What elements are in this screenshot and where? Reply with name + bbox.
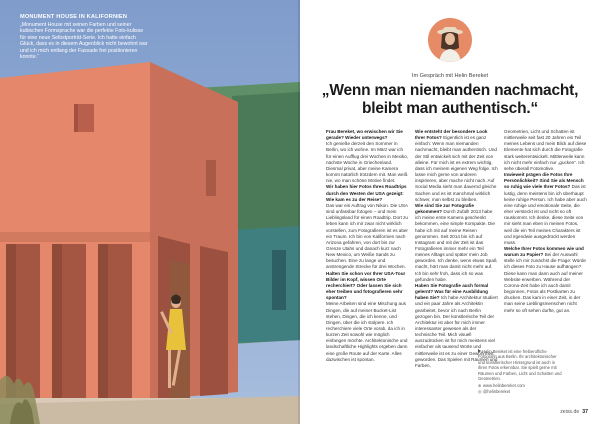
website-link[interactable]: www.helinbereket.com	[483, 383, 525, 389]
headline-line-2: bleibt man authentisch.“	[361, 100, 539, 117]
question: Welche Ihrer Fotos kommen wie und warum zu Papier?	[504, 245, 584, 258]
column-3	[504, 129, 587, 314]
author-bio	[478, 349, 562, 394]
answer: Meine Arbeiten sind eine Mischung aus Dingen, die auf meiner Bucket-List stehen, Dingen, die ich kenne, und Dingen, über die ich stolpere. Ich recherchiere viele Orte vorab, da ich in kurzen Zeit sowohl wie möglich einfangen möchte. Architektonische und landschaftliche Highlights ergeben dann eine große Route auf der Karte. Alles dazwischen ist spontan.	[326, 301, 408, 362]
photo-caption	[20, 14, 150, 60]
question: Wie sind Sie zur Fotografie gekommen?	[415, 202, 474, 215]
photo-caption-text: „Monument House mit seinen Farben und seiner kubischen Formsprache war die perfekte Foto-kulisse für eine neue Selbstporträt-Serie. Ich hatte einfach Glück, dass es in diesem Augenblick nicht bewohnt war und ich mich entlang der Fassade frei positionieren konnte.“	[20, 22, 148, 61]
question: Wir haben hier Fotos Ihres Roadtrips durch den Westen der USA gezeigt: Wie kam es zu der Reise?	[326, 184, 407, 202]
answer: Eigentlich ist es ganz einfach: Wenn man niemanden nachmacht, bleibt man authentisch. Und der Stil entwickelt sich mit der Zeit von alleine. Für mich ist es extrem wichtig, dass ich meinem eigenen Weg folge. Ich lasse mich gerne von anderen inspirieren, aber mache nicht nach. Auf Social Media sieht man dauernd gleiche Sachen und es ist manchmal wirklich schwer, man selbst zu bleiben.	[415, 135, 498, 202]
answer: Bei der Auswahl stelle ich mir zunächst die Frage: Würde ich dieses Foto zu Hause aufhängen? Diese kann man dann auch auf meiner Website erwerben. Während der Corona-Zeit habe ich auch damit begonnen, Fotos als Postkarten zu drucken. Das kam in einer Zeit, in der man seine Lieblingsmenschen nicht mehr so oft sehen durfte, gut an.	[504, 252, 586, 313]
answer: Durch Zufall! 2013 habe ich meine erste Kamera geschenkt bekommen, eine simple Kompakte. Die habe ich mit auf meine Reisen genommen. Seit 2014 bin ich auf Instagram und mit der Zeit ist das Fotografieren immer mehr ein Teil meines Alltags und später mein Job geworden. Ich denke, wenn etwas Spaß macht, hört man damit nicht mehr auf. Ich bin sehr froh, dass ich so was gefunden habe.	[415, 209, 497, 282]
camera-icon: ◎	[478, 388, 482, 394]
bio-text: Helin Bereket ist eine freiberufliche Fotografin aus Berlin. Ihr architektonischer und künstlerischer Hintergrund ist auch in ihren Fotos erkennbar. Sie spielt gerne mit Räumen und Farben, Licht und Schatten und Geometrien.	[478, 349, 562, 382]
page-folio	[560, 409, 588, 415]
question: Frau Bereket, wo erwischen wir Sie gerade? Wieder unterwegs?	[326, 129, 403, 141]
page-number: 37	[582, 409, 588, 415]
bullet-arrow-icon	[478, 349, 481, 353]
interview-kicker: Im Gespräch mit Helin Bereket	[411, 73, 489, 79]
question: Wie entsteht der besondere Look Ihrer Fotos?	[415, 129, 488, 141]
answer: Ich habe Architektur studiert und ein paar Jahre als Architektin gearbeitet, bevor ich nach Berlin gezogen bin. Der künstlerische Teil der Architektur ist aber für mich immer interessanter gewesen als der technische Teil. Mich visuell auszudrücken ist für mich meistens viel einfacher als tausend Worte und mittlerweile ist es zu einer Gewohnheit geworden. Das Spielen mit Räumen und Farben,	[415, 295, 498, 368]
headline-line-1: „Wenn man niemanden nachmacht,	[321, 82, 579, 99]
column-1	[326, 129, 409, 363]
headline	[320, 82, 580, 118]
instagram-link[interactable]: @helinbereket	[483, 388, 511, 394]
question: Halten Sie schon vor Ihrer USA-Tour Bilder im Kopf, wissen Orte recherchiert? Oder lassen Sie sich eher treiben und fotografieren sehr spontan?	[326, 270, 406, 301]
question: Inwieweit prägen die Fotos Ihre Persönlichkeit? Sind Sie als Mensch so ruhig wie viele Ihrer Fotos?	[504, 172, 584, 190]
answer: Das ist lustig, denn meistens bin ich überhaupt keine ruhige Person. Ich habe aber auch eine ruhige und emotionale Seite, die eher versteckt ist und nicht so oft rauskommt. Ich denke, diese Seite von mir sieht man eben in meinen Fotos, weil die ein Teil meines Charakters ist und irgendwie ausgedrückt werden muss.	[504, 184, 587, 245]
avatar	[428, 18, 472, 62]
globe-icon: ⊕	[478, 383, 482, 389]
magazine-url: zeiss.de	[560, 409, 580, 415]
answer: Das war ein Auftrag von Nikon. Die USA sind unfassbar fotogen – und mein Lieblingsland für einen Roadtrip. Dort zu leben kann ich mir zwar nicht wirklich vorstellen, zum Fotografieren ist es aber ein Traum. Ich bin von Kalifornien nach Arizona gefahren, von dort bis zur Grenze Utahs und danach kurz nach New Mexico, um Weiße Sands zu besuchen. Eine zu lange und anstrengende Strecke für drei Wochen.	[326, 202, 408, 270]
question: Haben Sie Fotografie auch formal gelernt? Was für eine Ausbildung haben Sie?	[415, 282, 489, 301]
answer: Ich genieße derzeit den Sommer in Berlin, wo ich wohne. Im März war ich für einen Aufflug drei Wochen in Mexiko, nächste Woche in Griechenland. Diesmal privat, aber meine Kamera kommt natürlich trotzdem mit. Man weiß nie, wo man schöne Motive findet.	[326, 141, 409, 184]
interview-page	[300, 0, 600, 424]
photo-caption-title: MONUMENT HOUSE IN KALIFORNIEN	[20, 14, 128, 20]
column-2	[415, 129, 498, 369]
portrait-image	[428, 18, 472, 62]
answer: Geometrien, Licht und Schatten ist mittlerweile seit fast 20 Jahren ein Teil meines Lebens und mein Blick auf diese Elemente hat sich durch die Fotografie stark weiterentwickelt. Mittlerweile kann ich nicht mehr einfach nur „gucken“. Ich sehe überall Fotomotive.	[504, 129, 587, 171]
